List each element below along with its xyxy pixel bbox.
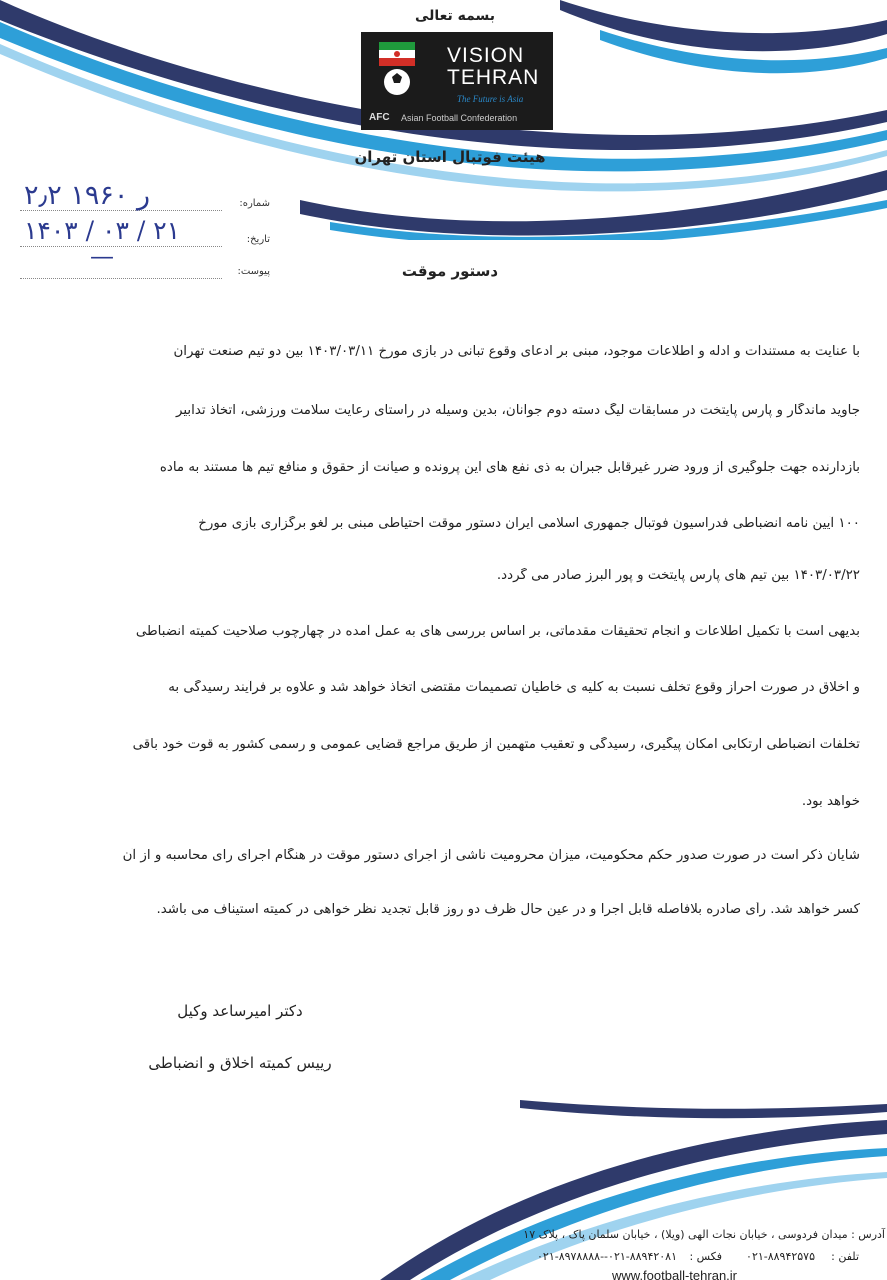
paragraph-3-line-1: شایان ذکر است در صورت صدور حکم محکومیت، میزان محرومیت ناشی از اجرای دستور موقت در هنگام اجرای رای محاسبه و از آن (122, 848, 860, 863)
afc-mark: AFC (369, 112, 390, 123)
signatory-name: دکتر امیرساعد وکیل (177, 1002, 303, 1020)
attachment-dotted-line (20, 278, 222, 279)
paragraph-1-line-5: ۱۴۰۳/۰۳/۲۲ بین تیم های پارس پایتخت و پور البرز صادر می گردد. (496, 568, 860, 583)
footer-website-link[interactable]: www.football-tehran.ir (612, 1268, 737, 1280)
date-dotted-line (20, 246, 222, 247)
footer-address: آدرس : میدان فردوسی ، خیابان نجات الهی (ویلا) ، خیابان سلمان پاک ، پلاک ۱۷ (523, 1228, 885, 1241)
paragraph-1-line-1: با عنایت به مستندات و ادله و اطلاعات موجود، مبنی بر ادعای وقوع تبانی در بازی مورخ ۱۴۰۳/۰۳/۱۱ بین دو تیم صنعت تهران (173, 344, 860, 359)
vision-tehran-logo (361, 32, 553, 130)
logo-line-vision: VISION (447, 44, 525, 67)
number-label: شماره: (239, 198, 270, 209)
attachment-handwritten: — (90, 242, 114, 270)
date-handwritten: ۱۴۰۳ / ۰۳ / ۲۱ (24, 216, 181, 245)
number-handwritten: ۲٫۲ ر ۱۹۶۰ (24, 180, 151, 211)
paragraph-2-line-1: بدیهی است با تکمیل اطلاعات و انجام تحقیقات مقدماتی، بر اساس بررسی های به عمل آمده در چهارچوب صلاحیت کمیته انضباطی (135, 624, 860, 639)
document-title: دستور موقت (401, 262, 499, 280)
paragraph-1-line-3: بازدارنده جهت جلوگیری از ورود ضرر غیرقابل جبران به ذی نفع های این پرونده و صیانت از حقوق و منافع تیم ها مستند به ماده (159, 460, 860, 475)
paragraph-1-line-2: جاوید ماندگار و پارس پایتخت در مسابقات لیگ دسته دوم جوانان، بدین وسیله در راستای رعایت سلامت ورزشی، اتخاذ تدابیر (175, 403, 860, 418)
number-field (20, 180, 270, 218)
footer-phone-label: تلفن : (831, 1250, 859, 1263)
organization-name: هیئت فوتبال استان تهران (354, 148, 546, 166)
signatory-title: رییس کمیته اخلاق و انضباطی (148, 1054, 332, 1072)
paragraph-2-line-2: و اخلاق در صورت احراز وقوع تخلف نسبت به کلیه ی خاطیان تصمیمات مقتضی اتخاذ خواهد شد و علاوه بر فرآیند رسیدگی به (168, 680, 860, 695)
attachment-label: پیوست: (237, 266, 270, 277)
paragraph-2-line-4: خواهد بود. (801, 794, 860, 809)
date-field (20, 216, 270, 254)
attachment-field (20, 242, 270, 286)
logo-tagline: The Future is Asia (457, 94, 524, 104)
footer-fax: ۰۲۱-۸۸۹۴۲۰۸۱--۰۲۱-۸۹۷۸۸۸۸ (537, 1250, 677, 1263)
date-label: تاریخ: (246, 234, 270, 245)
logo-line-tehran: TEHRAN (447, 66, 540, 89)
afc-label: Asian Football Confederation (401, 113, 518, 123)
paragraph-1-line-4: ۱۰۰ آیین نامه انضباطی فدراسیون فوتبال جمهوری اسلامی ایران دستور موقت احتیاطی مبنی بر لغو برگزاری بازی مورخ (198, 516, 860, 531)
footer-fax-label: فکس : (689, 1250, 722, 1263)
paragraph-2-line-3: تخلفات انضباطی ارتکابی امکان پیگیری، رسیدگی و تعقیب متهمین از طریق مراجع قضایی عمومی و رسمی کشور به قوت خود باقی (132, 737, 860, 752)
football-federation-emblem-icon (375, 40, 419, 100)
paragraph-3-line-2: کسر خواهد شد. رأی صادره بلافاصله قابل اجرا و در عین حال ظرف دو روز قابل تجدید نظر خواهی در کمیته استیناف می باشد. (156, 902, 860, 917)
bismillah-heading: بسمه تعالی (414, 8, 496, 24)
footer-phone: ۰۲۱-۸۸۹۴۲۵۷۵ (746, 1250, 815, 1263)
